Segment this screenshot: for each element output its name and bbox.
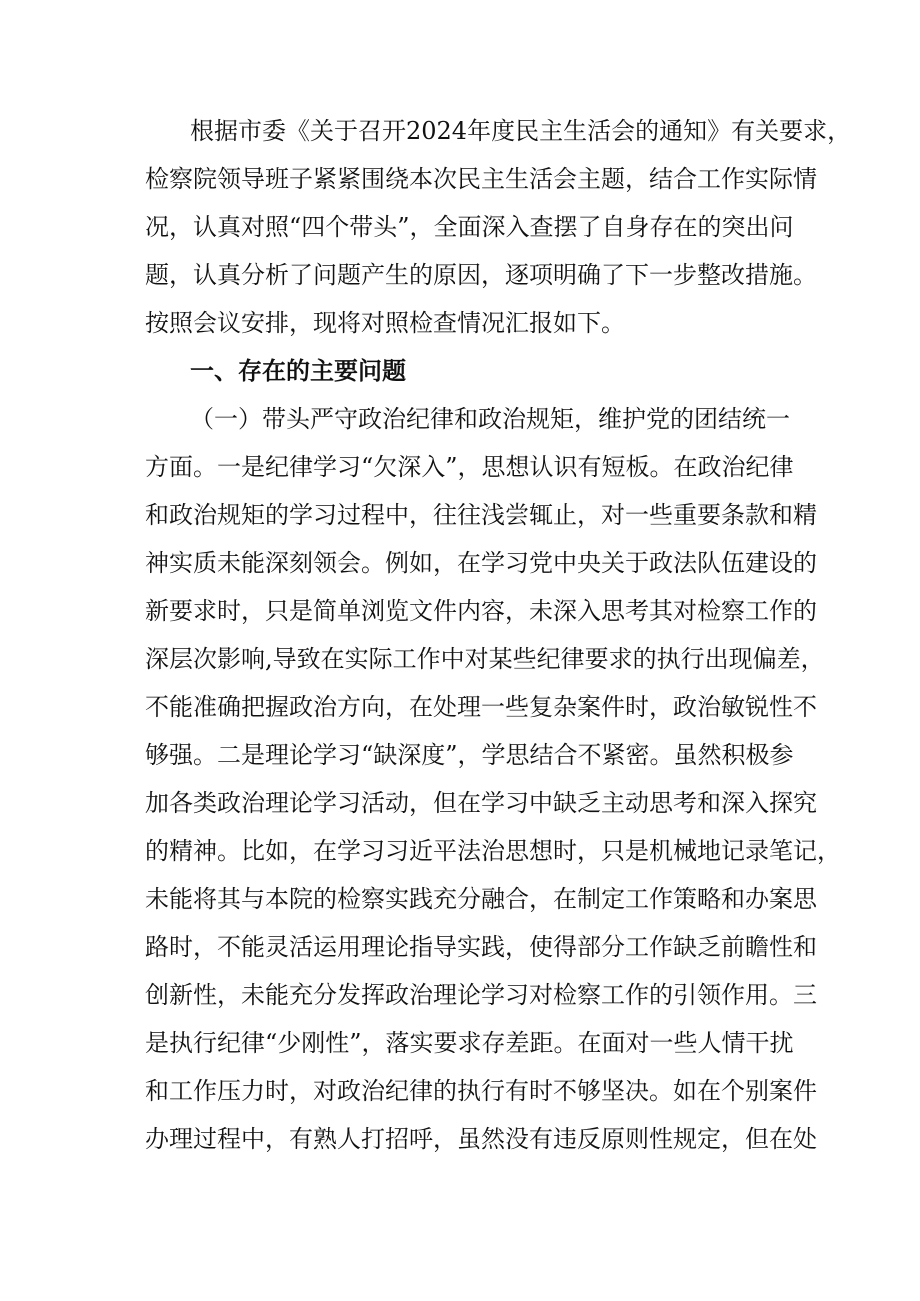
para1-line-13: 创新性，未能充分发挥政治理论学习对检察工作的引领作用。三: [145, 981, 817, 1009]
para1-line-10: 的精神。比如，在学习习近平法治思想时，只是机械地记录笔记，: [145, 837, 841, 865]
para1-line-16: 办理过程中，有熟人打招呼，虽然没有违反原则性规定，但在处: [145, 1125, 817, 1153]
para1-line-12: 路时，不能灵活运用理论指导实践，使得部分工作缺乏前瞻性和: [145, 933, 817, 961]
para1-line-2: 方面。一是纪律学习“欠深入”，思想认识有短板。在政治纪律: [145, 453, 794, 481]
para1-line-3: 和政治规矩的学习过程中，往往浅尝辄止，对一些重要条款和精: [145, 501, 817, 529]
para1-line-1: （一）带头严守政治纪律和政治规矩，维护党的团结统一: [190, 405, 790, 433]
intro-line-1: 根据市委《关于召开2024年度民主生活会的通知》有关要求，: [190, 117, 852, 145]
intro-line-5: 按照会议安排，现将对照检查情况汇报如下。: [145, 309, 625, 337]
para1-line-8: 够强。二是理论学习“缺深度”，学思结合不紧密。虽然积极参: [145, 741, 794, 769]
para1-line-7: 不能准确把握政治方向，在处理一些复杂案件时，政治敏锐性不: [145, 693, 817, 721]
para1-line-4: 神实质未能深刻领会。例如，在学习党中央关于政法队伍建设的: [145, 549, 817, 577]
intro-line-2: 检察院领导班子紧紧围绕本次民主生活会主题，结合工作实际情: [145, 165, 817, 193]
section-heading: 一、存在的主要问题: [190, 357, 406, 385]
para1-line-15: 和工作压力时，对政治纪律的执行有时不够坚决。如在个别案件: [145, 1077, 817, 1105]
intro-line-3: 况，认真对照“四个带头”，全面深入查摆了自身存在的突出问: [145, 213, 794, 241]
para1-line-9: 加各类政治理论学习活动，但在学习中缺乏主动思考和深入探究: [145, 789, 817, 817]
para1-line-6: 深层次影响,导致在实际工作中对某些纪律要求的执行出现偏差，: [145, 645, 825, 673]
para1-line-14: 是执行纪律“少刚性”，落实要求存差距。在面对一些人情干扰: [145, 1029, 794, 1057]
para1-line-11: 未能将其与本院的检察实践充分融合，在制定工作策略和办案思: [145, 885, 817, 913]
intro-line-4: 题，认真分析了问题产生的原因，逐项明确了下一步整改措施。: [145, 261, 817, 289]
para1-line-5: 新要求时，只是简单浏览文件内容，未深入思考其对检察工作的: [145, 597, 817, 625]
